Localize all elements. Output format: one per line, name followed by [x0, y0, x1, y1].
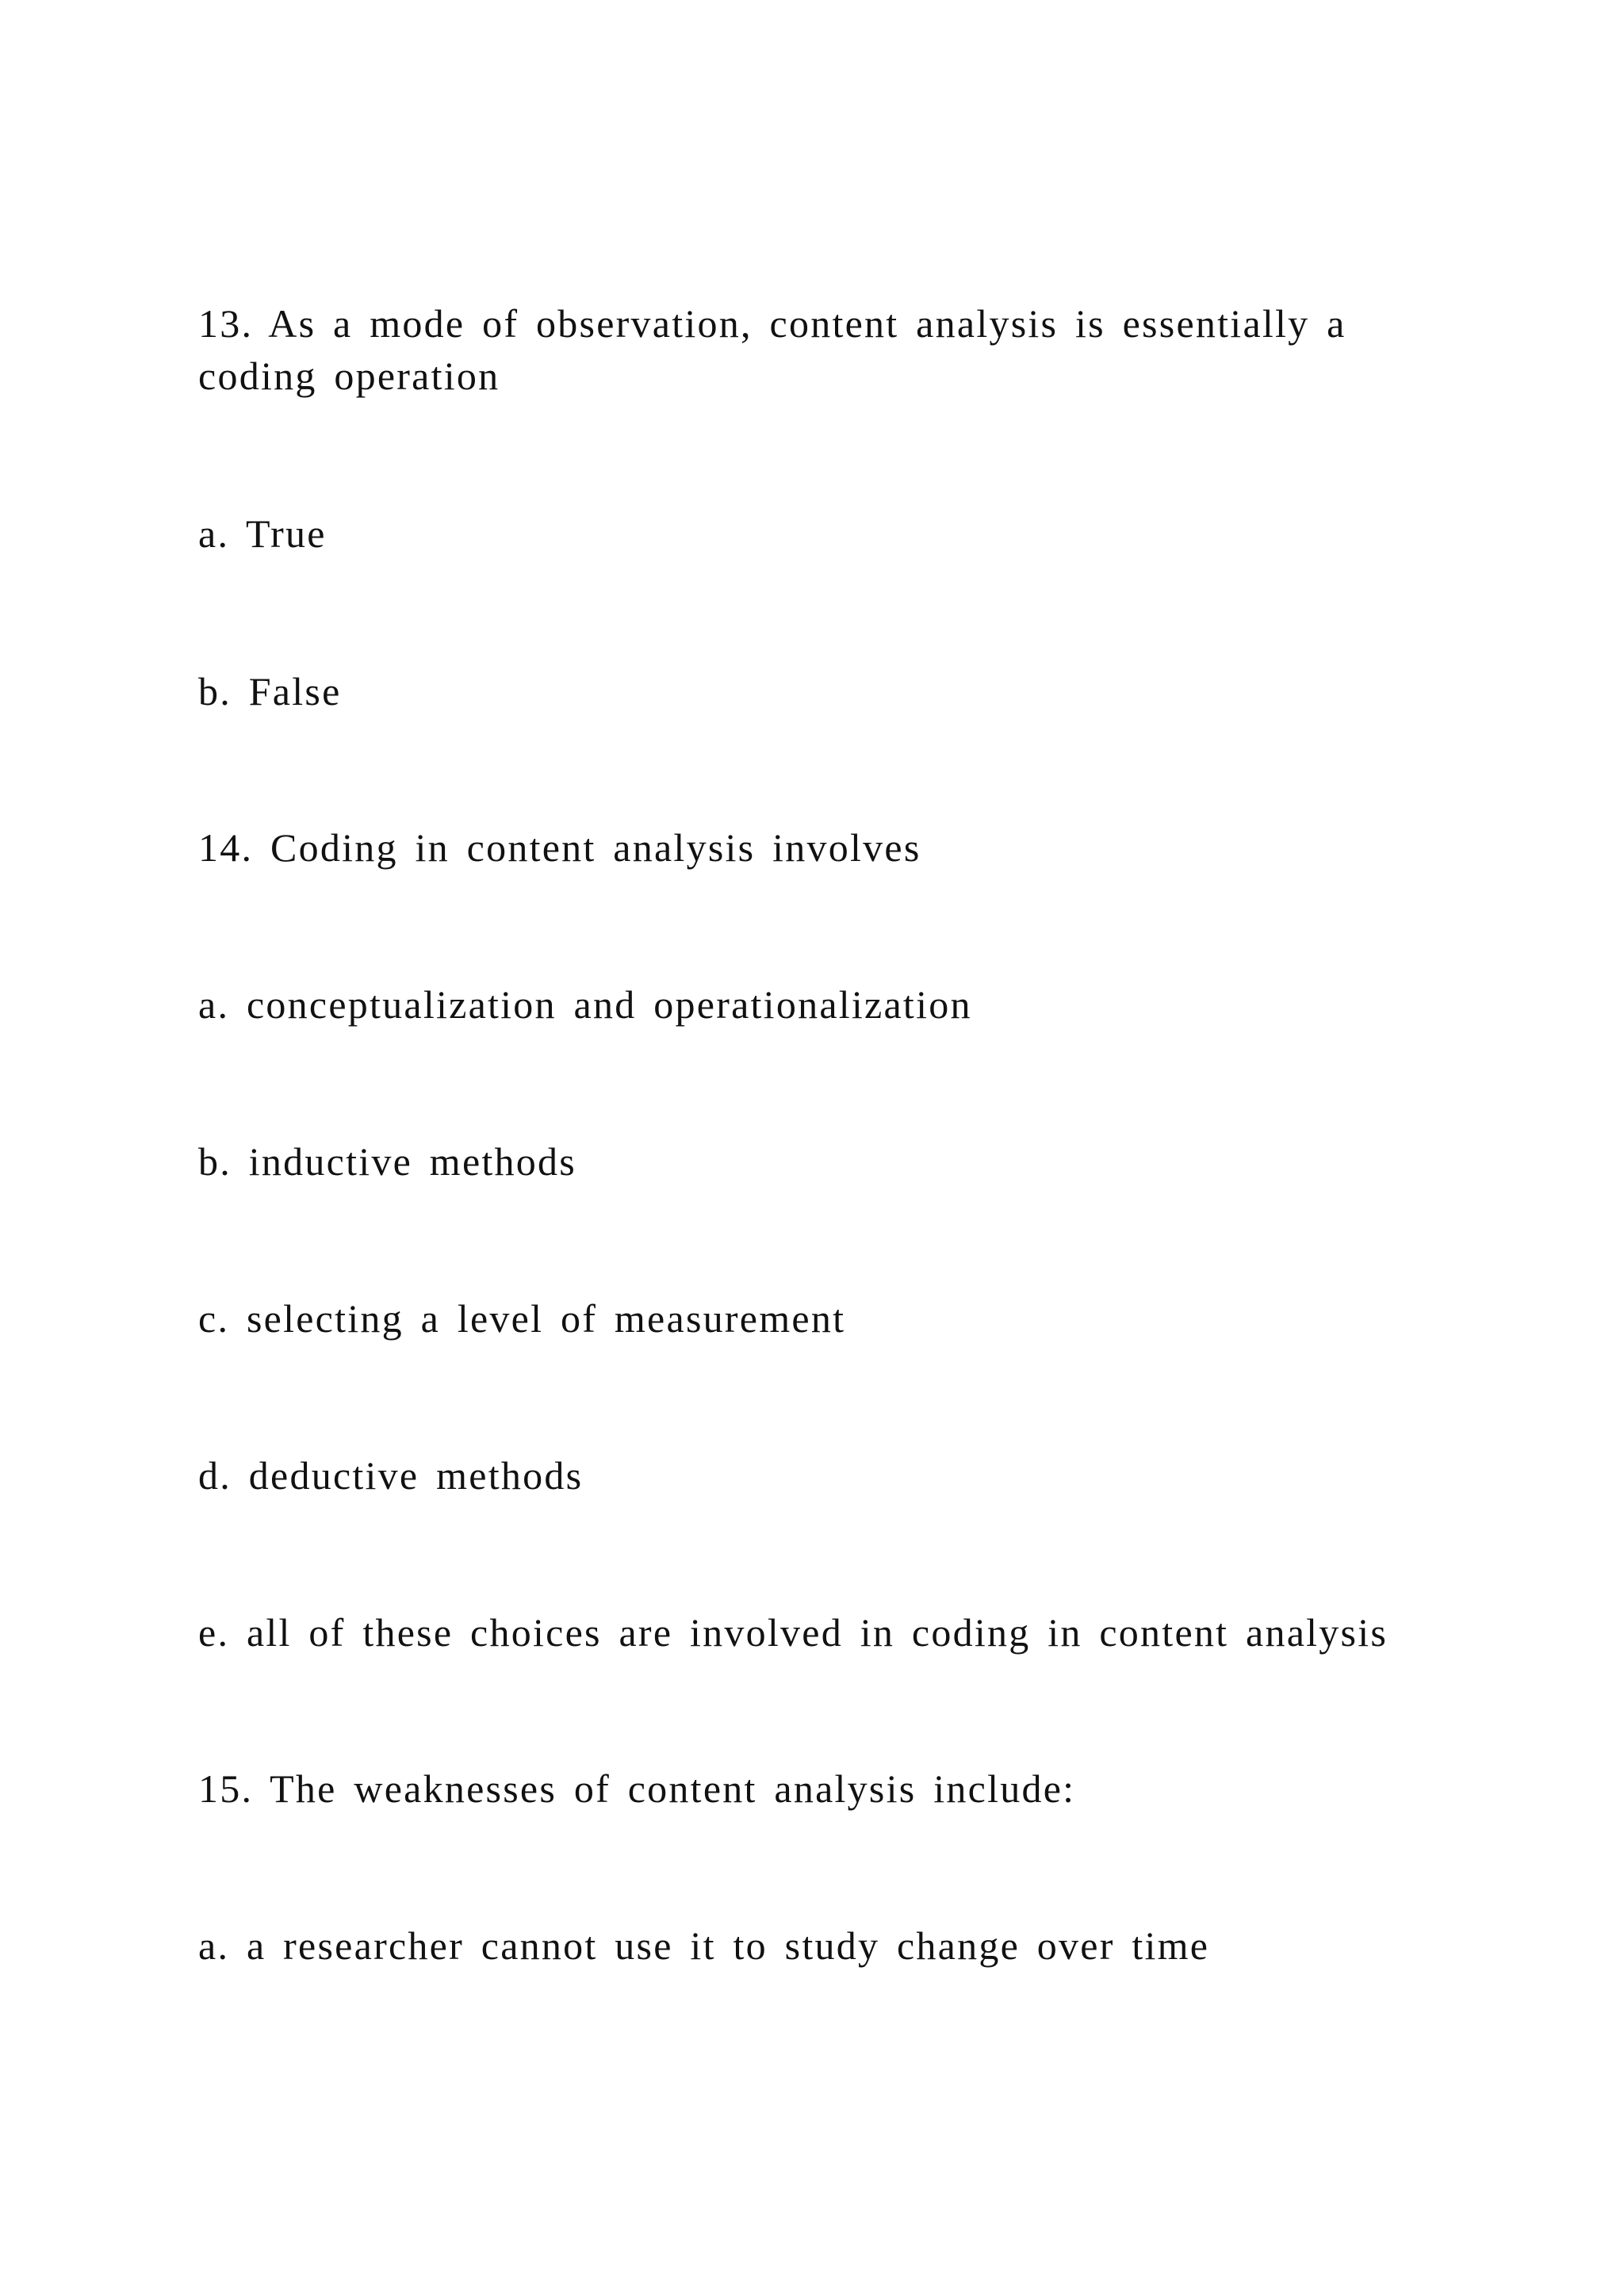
question-14-option-a: a. conceptualization and operationalization: [198, 982, 972, 1027]
question-14-option-d: d. deductive methods: [198, 1453, 584, 1498]
question-14-option-e: e. all of these choices are involved in coding in content analysis: [198, 1610, 1388, 1655]
question-15-stem: 15. The weaknesses of content analysis include:: [198, 1766, 1076, 1811]
question-14-option-b: b. inductive methods: [198, 1139, 576, 1184]
question-15-option-a: a. a researcher cannot use it to study change over time: [198, 1923, 1210, 1968]
question-14-stem: 14. Coding in content analysis involves: [198, 825, 921, 870]
question-14-option-c: c. selecting a level of measurement: [198, 1296, 846, 1341]
question-13-stem: 13. As a mode of observation, content analysis is essentially a: [198, 301, 1346, 346]
question-13-stem-continued: coding operation: [198, 354, 500, 398]
question-13-option-b: b. False: [198, 669, 342, 714]
question-13-option-a: a. True: [198, 511, 327, 556]
